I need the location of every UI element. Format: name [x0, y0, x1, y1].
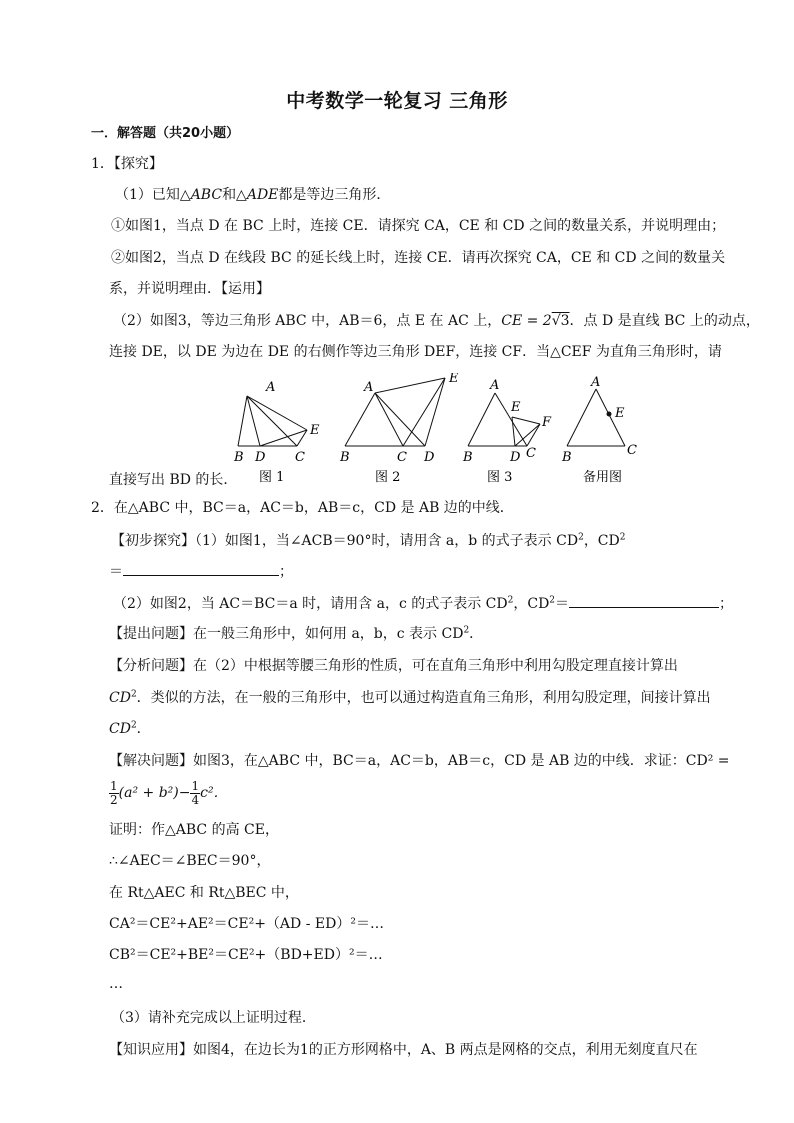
q2-proof-line5: CB²＝CE²+BE²＝CE²+（BD+ED）²＝… [109, 947, 383, 963]
figure-2-edge-ab [345, 393, 375, 446]
q2-proof-line4: CA²＝CE²+AE²＝CE²+（AD - ED）²＝… [109, 916, 384, 932]
q2-proof-line2: ∴∠AEC＝∠BEC＝90°， [109, 853, 271, 869]
figure-2-edge-ae [375, 378, 445, 393]
figure-2-edge-ad [375, 393, 425, 446]
sqrt-symbol: √3 [551, 313, 570, 329]
figure-1-label-c: C [295, 450, 305, 465]
superscript: 2 [578, 532, 584, 543]
q1-case2-line2: 系，并说明理由．【运用】 [109, 281, 270, 297]
backup-figure-edge-ab [567, 389, 596, 446]
question-number: 1． [91, 156, 114, 172]
text-run: 【提出问题】在一般三角形中，如何用 a，b，c 表示 CD [109, 626, 464, 642]
text-run: (a² + b²)− [118, 785, 191, 801]
fraction-denominator: 2 [110, 792, 118, 807]
figure-1-label-a: A [266, 380, 276, 395]
figure-2-edge-ac [375, 393, 403, 446]
figure-3-edge-ef [512, 417, 540, 424]
figure-1-label-e: E [310, 423, 320, 438]
text-run: CD [109, 721, 131, 737]
q2-proof-line1: 证明：作△ABC 的高 CE， [109, 822, 279, 838]
q2-part2 [113, 593, 733, 614]
superscript: 2 [463, 625, 470, 636]
figure-2-diagram [345, 378, 445, 446]
text-run: 和△ [222, 187, 247, 203]
page-title: 中考数学一轮复习 三角形 [286, 90, 508, 112]
text-run: ADE [246, 187, 279, 203]
q2-intro: 2．在△ABC 中，BC＝a，AC＝b，AB＝c，CD 是 AB 边的中线． [91, 500, 514, 516]
q2-analyze-line1: 【分析问题】在（2）中根据等腰三角形的性质，可在直角三角形中利用勾股定理直接计算出 [109, 658, 678, 674]
figure-3-label-c: C [526, 446, 536, 461]
q2-proof-ellipsis: … [109, 976, 123, 992]
q2-solve-line1: 【解决问题】如图3，在△ABC 中，BC＝a，AC＝b，AB＝c，CD 是 AB 边的中线．求证：CD² = [109, 753, 730, 769]
q2-answer-line-1 [109, 561, 293, 582]
figure-3-edge-df [515, 424, 540, 446]
text-run: （1）已知△ [115, 187, 191, 203]
fraction-one-half [109, 780, 119, 807]
figure-1-label-d: D [255, 450, 266, 465]
superscript: 2 [130, 689, 137, 700]
q1-case1: ①如图1，当点 D 在 BC 上时，连接 CE．请探究 CA，CE 和 CD 之间的数量关系，并说明理由； [111, 218, 726, 234]
backup-figure-point-e [607, 412, 612, 417]
figure-1-caption: 图 1 [259, 470, 285, 483]
text-run: ，CD [583, 533, 620, 549]
fraction-numerator: 1 [110, 778, 118, 793]
q2-part3: （3）请补充完成以上证明过程． [111, 1010, 316, 1026]
figure-2-label-c: C [397, 450, 407, 465]
fraction-numerator: 1 [191, 778, 200, 793]
section-heading: 一．解答题（共20小题） [91, 126, 240, 141]
fraction-one-quarter [190, 780, 200, 807]
text-run: c²． [200, 785, 228, 801]
superscript: 2 [130, 720, 137, 731]
answer-blank[interactable] [123, 561, 279, 576]
text-run: ． [469, 626, 484, 642]
answer-blank[interactable] [569, 593, 719, 608]
backup-figure-label-a: A [591, 375, 601, 390]
figure-2-label-e: E [449, 373, 459, 386]
figure-1-diagram [238, 396, 307, 446]
text-run: CE = 2 [501, 313, 552, 329]
text-run: ．点 D 是直线 BC 上的动点， [569, 313, 760, 329]
question-1-header [91, 154, 163, 174]
backup-figure-label-c: C [627, 443, 637, 458]
figure-3-label-f: F [542, 415, 552, 430]
text-run: ABC [190, 187, 223, 203]
fraction-denominator: 4 [191, 792, 200, 807]
backup-figure-caption: 备用图 [583, 470, 623, 483]
figure-1-label-b: B [234, 450, 244, 465]
backup-figure-label-e: E [615, 406, 625, 421]
figure-3-edge-cf [527, 424, 540, 446]
q1-part2-line2: 连接 DE，以 DE 为边在 DE 的右侧作等边三角形 DEF，连接 CF．当△CEF 为直角三角形时，请 [109, 344, 722, 360]
text-run: ，CD [513, 596, 550, 612]
figure-1-edge-ad [247, 396, 260, 446]
figure-2-edge-ed [425, 378, 445, 446]
text-run: 【初步探究】（1）如图1，当∠ACB＝90°时，请用含 a，b 的式子表示 CD [111, 533, 579, 549]
text-run: ＝ [109, 564, 123, 580]
q1-part2-line3: 直接写出 BD 的长． [109, 472, 238, 488]
q2-knowledge-apply: 【知识应用】如图4，在边长为1的正方形网格中，A、B 两点是网格的交点，利用无刻度直尺在 [109, 1042, 698, 1058]
figure-3-diagram [468, 393, 540, 446]
superscript: 2 [507, 595, 514, 606]
q2-initial-explore [111, 531, 625, 551]
figure-2-edge-ec [403, 378, 445, 446]
text-run: ． [136, 721, 151, 737]
text-run: （2）如图2，当 AC＝BC＝a 时，请用含 a，c 的式子表示 CD [113, 596, 508, 612]
q1-part2-line1 [113, 311, 760, 331]
figure-2-label-a: A [364, 380, 374, 395]
figure-3-label-b: B [463, 450, 473, 465]
text-run: （2）如图3，等边三角形 ABC 中，AB＝6，点 E 在 AC 上， [113, 313, 502, 329]
q1-figures [225, 373, 645, 483]
figure-3-caption: 图 3 [487, 470, 513, 483]
q2-solve-formula [109, 779, 228, 807]
figure-2-label-d: D [424, 450, 435, 465]
question-tag: 【探究】 [113, 156, 163, 172]
text-run: CD [109, 690, 131, 706]
figure-3-label-e: E [511, 400, 521, 415]
text-run: ； [719, 596, 734, 612]
q1-part1-intro [115, 185, 390, 205]
q1-case2-line1: ②如图2，当点 D 在线段 BC 的延长线上时，连接 CE．请再次探究 CA，CE 和 CD 之间的数量关 [111, 250, 726, 266]
superscript: 2 [549, 595, 556, 606]
figure-3-edge-ed [512, 417, 515, 446]
figure-3-label-d: D [510, 450, 521, 465]
text-run: ； [279, 564, 293, 580]
figure-1-edge-ae [247, 396, 307, 430]
q2-raise-question [109, 624, 483, 644]
q2-analyze-line2 [109, 688, 711, 708]
backup-figure-label-b: B [562, 450, 572, 465]
q2-analyze-line3 [109, 719, 151, 739]
figure-1-edge-ab [238, 396, 247, 446]
figure-3-label-a: A [490, 378, 500, 393]
text-run: ．类似的方法，在一般的三角形中，也可以通过构造直角三角形，利用勾股定理，间接计算出 [136, 690, 711, 706]
figure-1-edge-ac [247, 396, 297, 446]
superscript: 2 [619, 532, 626, 543]
text-run: ＝ [555, 596, 570, 612]
figure-2-label-b: B [340, 450, 350, 465]
figure-3-edge-ab [468, 393, 495, 446]
figure-2-caption: 图 2 [375, 470, 401, 483]
text-run: 都是等边三角形． [278, 187, 391, 203]
q2-proof-line3: 在 Rt△AEC 和 Rt△BEC 中， [109, 885, 299, 901]
